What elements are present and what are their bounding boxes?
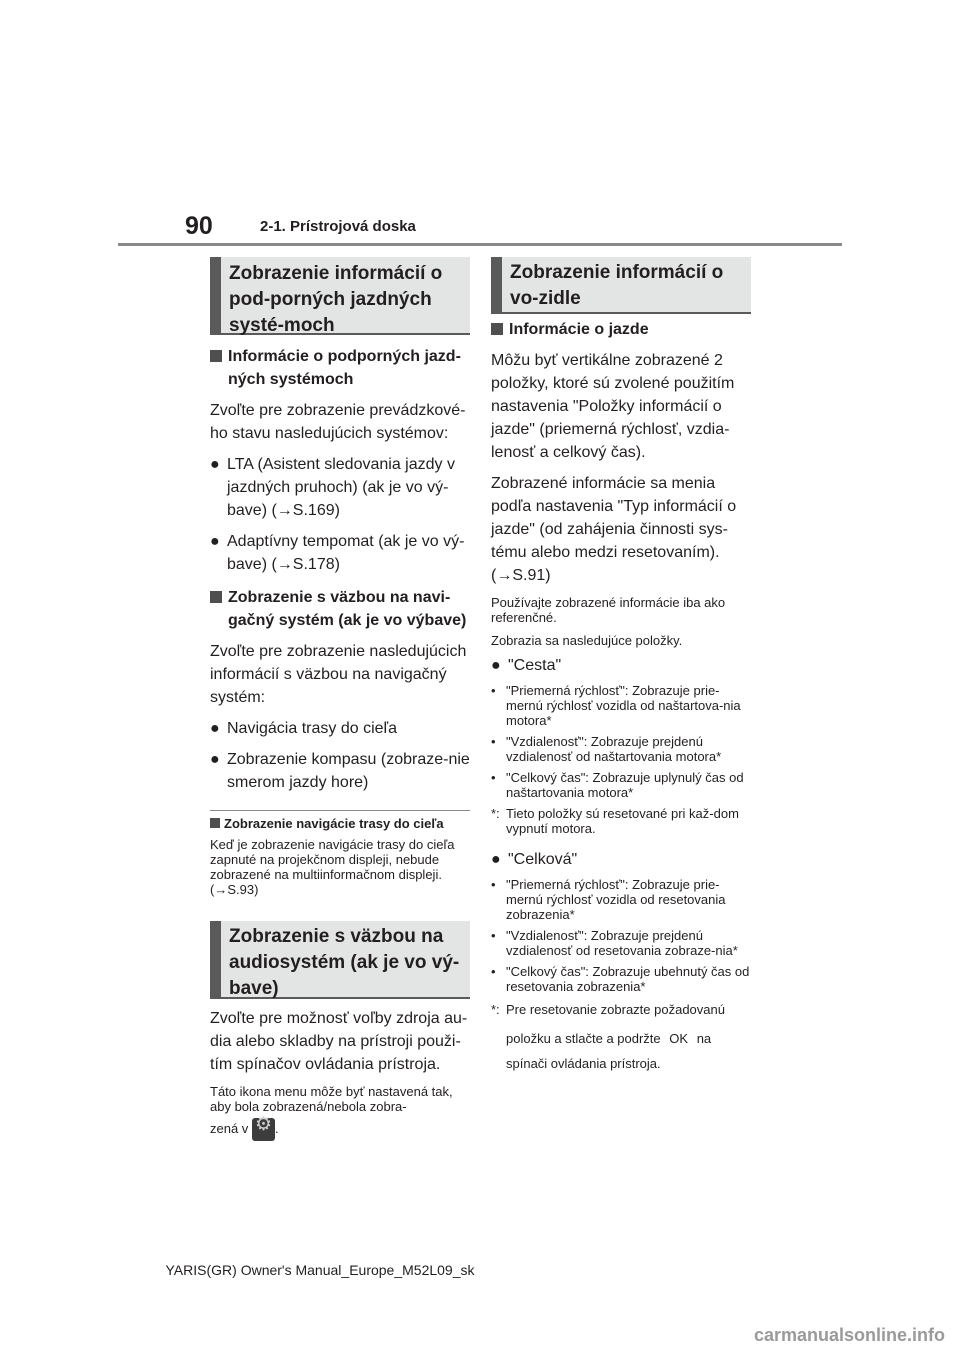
footnote-continued: položku a stlačte a podržte OK na <box>506 1031 712 1046</box>
header-divider <box>118 243 842 246</box>
note-text: Používajte zobrazené informácie iba ako referenčné. <box>491 595 726 625</box>
list-item: ● Navigácia trasy do cieľa <box>210 720 398 737</box>
list-item: • "Priemerná rýchlosť": Zobrazuje prie-mernú rýchlosť vozidla od resetovania zobrazenia* <box>491 877 726 922</box>
note-divider <box>210 810 470 811</box>
square-bullet-icon <box>210 350 222 362</box>
group-heading-trip: ● "Cesta" <box>491 657 562 674</box>
list-item: ● Adaptívny tempomat (ak je vo vý-bave) (→S.178) <box>210 533 465 573</box>
right-column <box>491 257 751 1071</box>
list-item: • "Celkový čas": Zobrazuje uplynulý čas od naštartovania motora* <box>491 770 744 800</box>
note-text: Zobrazia sa nasledujúce položky. <box>491 633 683 648</box>
ok-button-glyph: OK <box>669 1031 689 1046</box>
footnote-continued: spínači ovládania prístroja. <box>506 1056 661 1071</box>
list-item: • "Vzdialenosť": Zobrazuje prejdenú vzdialenosť od resetovania zobraze-nia* <box>491 928 738 958</box>
note-text: Keď je zobrazenie navigácie trasy do cieľa zapnuté na projekčnom displeji, nebude zobrazené na multiinformačnom displeji. (→S.93) <box>210 837 455 897</box>
paragraph: Môžu byť vertikálne zobrazené 2 položky, ktoré sú zvolené použitím nastavenia "Položky informácií o jazde" (priemerná rýchlosť, vzdia-lenosť a celkový čas). <box>491 352 735 461</box>
note-text: Táto ikona menu môže byť nastavená tak, aby bola zobrazená/nebola zobra- <box>210 1084 453 1114</box>
chapter-title: 2-1. Prístrojová doska <box>260 218 416 235</box>
note-text-end: zená v ⚙ . <box>210 1118 470 1141</box>
footnote: *: Pre resetovanie zobrazte požadovanú <box>491 1002 725 1017</box>
list-item: ● LTA (Asistent sledovania jazdy v jazdných pruhoch) (ak je vo vý-bave) (→S.169) <box>210 456 455 519</box>
section-heading-assist: Zobrazenie informácií o pod-porných jazdných systé-moch <box>210 257 470 335</box>
note-heading: Zobrazenie navigácie trasy do cieľa <box>210 816 470 831</box>
list-item: • "Vzdialenosť": Zobrazuje prejdenú vzdialenosť od naštartovania motora* <box>491 734 722 764</box>
list-item: • "Priemerná rýchlosť": Zobrazuje prie-mernú rýchlosť vozidla od naštartova-nia motora* <box>491 683 741 728</box>
section-heading-audio: Zobrazenie s väzbou na audiosystém (ak je vo vý-bave) <box>210 921 470 999</box>
group-heading-total: ● "Celková" <box>491 851 578 868</box>
left-column <box>210 257 470 1141</box>
square-bullet-icon <box>491 323 503 335</box>
paragraph: Zvoľte pre zobrazenie nasledujúcich informácií s väzbou na navigačný systém: <box>210 643 467 706</box>
page-number: 90 <box>185 212 213 240</box>
paragraph: Zvoľte pre zobrazenie prevádzkové-ho stavu nasledujúcich systémov: <box>210 402 466 442</box>
subheading-drive-info: Informácie o jazde <box>491 318 751 341</box>
subheading-assist-info: Informácie o podporných jazd-ných systémoch <box>210 345 470 391</box>
footnote: *: Tieto položky sú resetované pri kaž-dom vypnutí motora. <box>491 806 739 836</box>
watermark: carmanualsonline.info <box>753 1325 945 1345</box>
section-heading-vehicle: Zobrazenie informácií o vo-zidle <box>491 257 751 314</box>
list-item: • "Celkový čas": Zobrazuje ubehnutý čas od resetovania zobrazenia* <box>491 964 750 994</box>
list-item: ● Zobrazenie kompasu (zobraze-nie smerom jazdy hore) <box>210 751 470 791</box>
subheading-navigation: Zobrazenie s väzbou na navi-gačný systém (ak je vo výbave) <box>210 586 470 632</box>
gear-icon <box>252 1118 275 1141</box>
square-bullet-icon <box>210 818 220 828</box>
paragraph: Zvoľte pre možnosť voľby zdroja au-dia alebo skladby na prístroji použi-tím spínačov ovládania prístroja. <box>210 1010 468 1073</box>
paragraph: Zobrazené informácie sa menia podľa nastavenia "Typ informácií o jazde" (od zahájenia činnosti sys-tému alebo medzi resetovaním). (→S.91) <box>491 475 737 584</box>
footer-text: YARIS(GR) Owner's Manual_Europe_M52L09_sk <box>165 1262 475 1278</box>
square-bullet-icon <box>210 591 222 603</box>
